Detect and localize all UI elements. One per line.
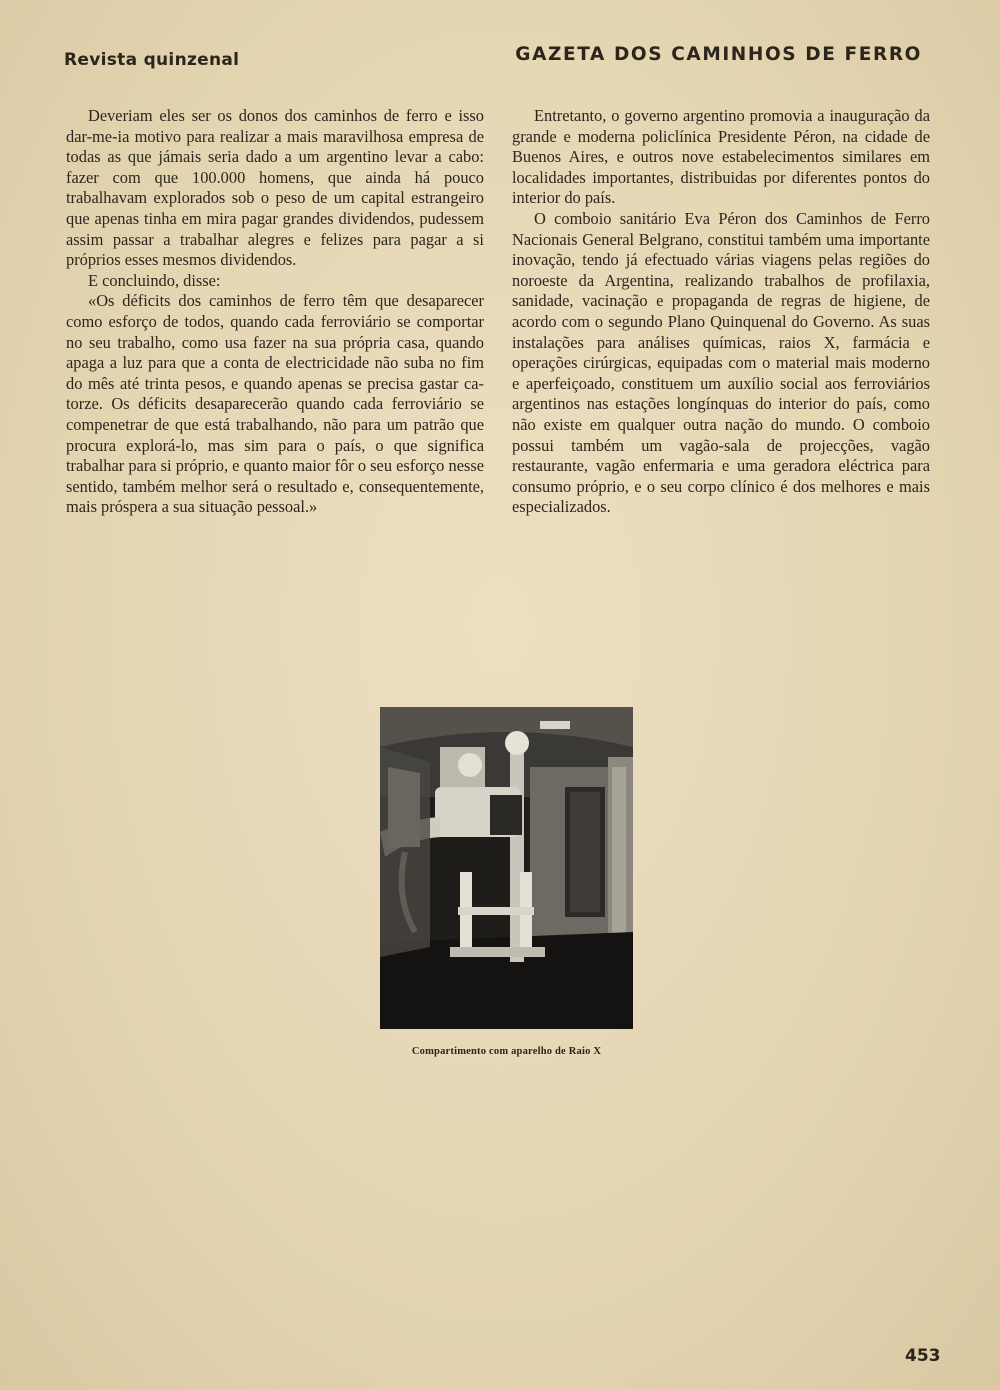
page-number: 453: [905, 1346, 941, 1366]
figure-caption: Compartimento com aparelho de Raio X: [411, 1046, 602, 1057]
publication-title: GAZETA DOS CAMINHOS DE FERRO: [515, 44, 922, 65]
paragraph: Entretanto, o governo argentino promovia a inauguração da grande e moderna policlínica Presidente Péron, na cidade de Buenos Aires, e outros nove estabelecimentos similares em localidades importantes, distribuidas por diferentes pontos do interior do país.: [512, 106, 930, 208]
paragraph: Deveriam eles ser os donos dos caminhos de ferro e isso dar-me-ia motivo para realizar a mais maravilhosa empresa de todas as que jámais seria dado a um argentino levar a cabo: fazer com que 100.000 homens, que ainda há pouco trabalhavam explorados sob o peso de um capital estrangeiro que apenas tinha em mira pagar grandes dividendos, pudessem assim passar a trabalhar alegres e felizes para pagar a si próprios esses mesmos dividendos.: [66, 106, 484, 270]
paragraph: E concluindo, disse:: [88, 270, 221, 290]
left-column: [66, 106, 484, 518]
publication-subtitle: Revista quinzenal: [64, 50, 240, 70]
paragraph: O comboio sanitário Eva Péron dos Caminhos de Ferro Nacionais General Belgrano, constitui também uma importante inovação, tendo já efectuado várias viagens pelas regiões do noroeste da Argentina, realizando trabalhos de profilaxia, sanidade, vacinação e propaganda de regras de higiene, de acordo com o segundo Plano Quinquenal do Governo. As suas instalações para análises químicas, raios X, farmácia e operações cirúrgicas, equipadas com o material mais moderno e aperfeiçoado, constituem um auxílio social aos ferroviários argentinos nas estações longínquas do interior do país, como não existe em qualquer outra nação do mundo. O comboio possui também um vagão-sala de projecções, vagão restaurante, vagão enfermaria e uma geradora eléctrica para consumo próprio, e o seu corpo clínico é dos melhores e mais especializados.: [512, 208, 930, 517]
quote-paragraph: «Os déficits dos caminhos de ferro têm que desaparecer como esforço de todos, quando cada ferroviário se comportar no seu trabalho, como usa fazer na sua própria casa, quando apaga a luz para que a conta de electricidade não suba no fim do mês até trinta pesos, e quando apenas se precisa gastar catorze. Os déficits desaparecerão quando cada ferroviário se compenetrar de que está trabalhando, não para um patrão que procura explorá-lo, mas sim para o país, o que significa trabalhar para si próprio, e quanto maior fôr o seu esforço nesse sentido, também melhor será o resultado e, consequentemente, mais próspera a sua situação pessoal.»: [66, 291, 484, 517]
xray-compartment-photo: [380, 707, 633, 1029]
right-column: [512, 106, 930, 518]
